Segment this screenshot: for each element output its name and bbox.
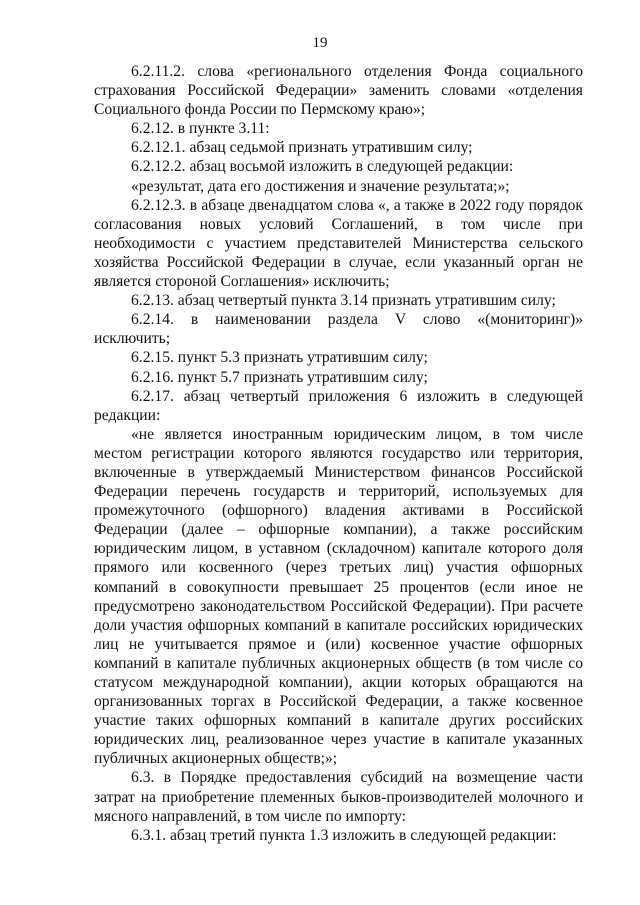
paragraph-6-2-12-3: 6.2.12.3. в абзаце двенадцатом слова «, а также в 2022 году порядок согласования новых условий Соглашений, в том числе при необходимости с участием представителей Министерства сельского хозяйства Российской Федерации в случае, если указанный орган не является стороной Соглашения» исключить; <box>94 196 583 291</box>
paragraph-6-2-12: 6.2.12. в пункте 3.11: <box>131 120 270 138</box>
paragraph-6-2-11-2: 6.2.11.2. слова «регионального отделения Фонда социального страхования Российской Федерации» заменить словами «отделения Социального фонда России по Пермскому краю»; <box>94 63 583 119</box>
page-number: 19 <box>312 35 328 51</box>
paragraph-6-2-17: 6.2.17. абзац четвертый приложения 6 изложить в следующей редакции: <box>94 387 583 424</box>
paragraph-6-2-16: 6.2.16. пункт 5.7 признать утратившим силу; <box>131 368 428 386</box>
paragraph-6-2-12-2: 6.2.12.2. абзац восьмой изложить в следующей редакции: <box>131 158 514 176</box>
paragraph-quote-offshore: «не является иностранным юридическим лицом, в том числе местом регистрации которого являются государство или территория, включенные в утверждаемый Министерством финансов Российской Федерации перечень государств и территорий, используемых для промежуточного (офшорного) владения активами в Российской Федерации (далее – офшорные компании), а также российским юридическим лицом, в уставном (складочном) капитале которого доля прямого или косвенного (через третьих лиц) участия офшорных компаний в совокупности превышает 25 процентов (если иное не предусмотрено законодательством Российской Федерации). При расчете доли участия офшорных компаний в капитале российских юридических лиц не учитывается прямое и (или) косвенное участие офшорных компаний в капитале публичных акционерных обществ (в том числе со статусом международной компании), акции которых обращаются на организованных торгах в Российской Федерации, а также косвенное участие таких офшорных компаний в капитале других российских юридических лиц, реализованное через участие в капитале указанных публичных акционерных обществ;»; <box>94 425 583 768</box>
paragraph-quote-result: «результат, дата его достижения и значение результата;»; <box>131 177 510 195</box>
paragraph-6-2-15: 6.2.15. пункт 5.3 признать утратившим силу; <box>131 349 428 367</box>
paragraph-6-3: 6.3. в Порядке предоставления субсидий на возмещение части затрат на приобретение племенных быков-производителей молочного и мясного направлений, в том числе по импорту: <box>94 769 583 825</box>
paragraph-6-2-13: 6.2.13. абзац четвертый пункта 3.14 признать утратившим силу; <box>131 292 556 310</box>
paragraph-6-3-1: 6.3.1. абзац третий пункта 1.3 изложить в следующей редакции: <box>131 826 557 844</box>
document-body <box>94 62 583 845</box>
paragraph-6-2-14: 6.2.14. в наименовании раздела V слово «(мониторинг)» исключить; <box>94 311 583 348</box>
paragraph-6-2-12-1: 6.2.12.1. абзац седьмой признать утратившим силу; <box>131 139 473 157</box>
